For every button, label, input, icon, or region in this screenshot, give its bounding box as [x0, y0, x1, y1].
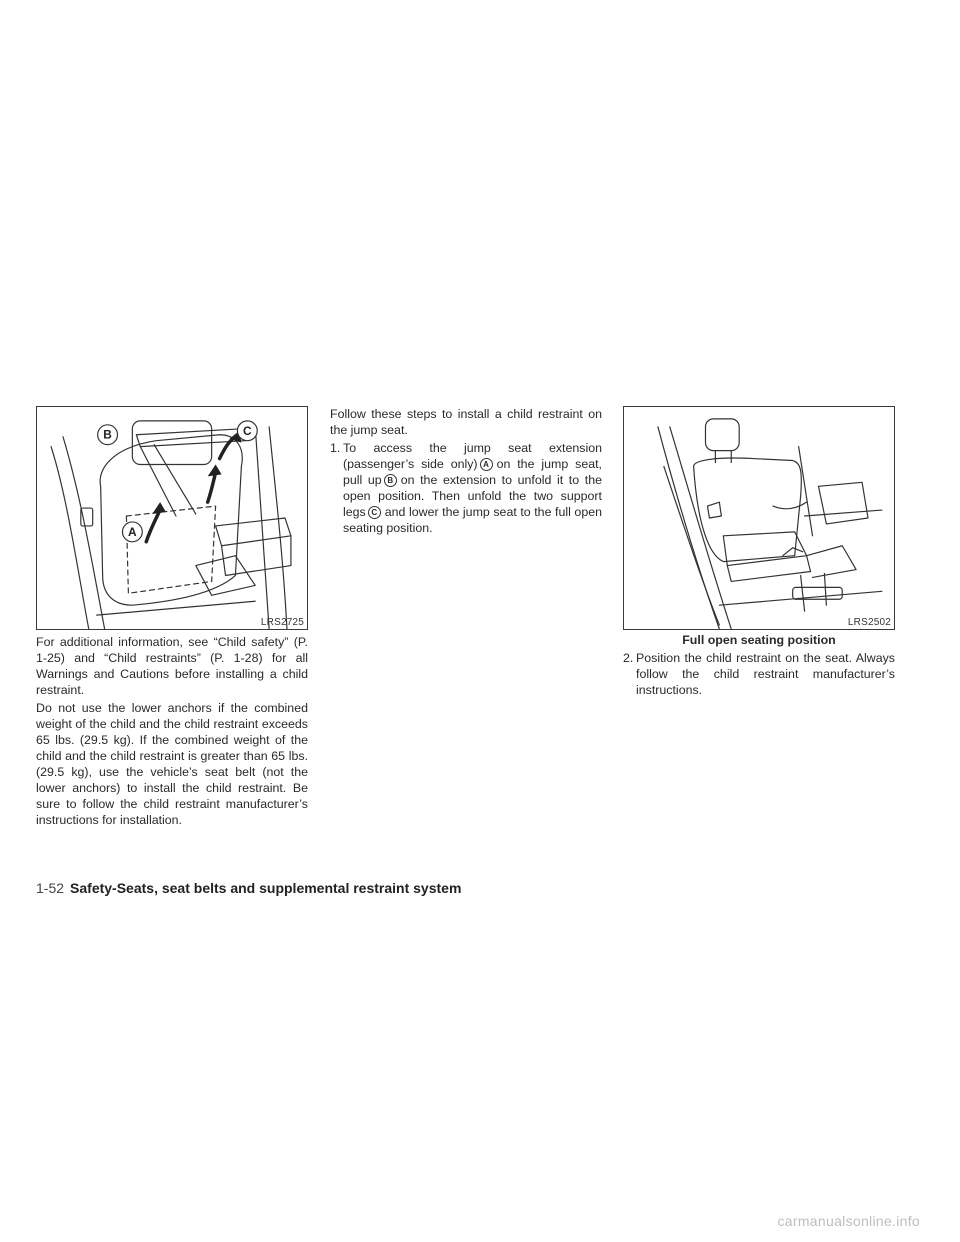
section-title: Safety-Seats, seat belts and supplemental restraint system: [70, 880, 462, 896]
step-2-text: Position the child restraint on the seat. Always follow the child restraint manufacturer’s instructions.: [636, 651, 895, 697]
lower-anchor-paragraph: Do not use the lower anchors if the combined weight of the child and the child restraint exceeds 65 lbs. (29.5 kg). If the combined weight of the child and the child restraint is greater than 65 lbs. (29.5 kg), use the vehicle’s seat belt (not the lower anchors) to install the child restraint. Be sure to follow the child restraint manufacturer’s instructions for installation.: [36, 701, 308, 827]
watermark: carmanualsonline.info: [777, 1213, 920, 1229]
step-2: [623, 650, 895, 700]
callout-c: C: [243, 423, 252, 438]
step-1: [330, 440, 602, 536]
steps-intro: Follow these steps to install a child restraint on the jump seat.: [330, 407, 602, 437]
marker-a-icon: A: [480, 458, 493, 471]
callout-b: B: [103, 427, 112, 442]
page-number: 1-52: [36, 880, 65, 896]
info-paragraph: For additional information, see “Child safety” (P. 1-25) and “Child restraints” (P. 1-28) for all Warnings and Cautions before installing a child restraint.: [36, 635, 308, 697]
figure-code: LRS2502: [847, 617, 891, 628]
figure-caption: Full open seating position: [682, 633, 836, 647]
jump-seat-extension-illustration: [37, 407, 307, 629]
marker-c-icon: C: [368, 506, 381, 519]
figure-full-open-seat: [623, 406, 895, 630]
figure-jump-seat-extension: [36, 406, 308, 630]
full-open-seat-illustration: [624, 407, 894, 629]
figure-code: LRS2725: [260, 617, 304, 628]
marker-b-icon: B: [384, 474, 397, 487]
step-1-text: To access the jump seat extension (passenger’s side only) A on the jump seat, pull up B on the extension to unfold it to the open position. Then unfold the two support legs C and lower the jump seat to the full open seating position.: [343, 441, 602, 535]
step-1-number: 1.: [330, 441, 341, 455]
page-footer: [36, 880, 461, 896]
callout-a: A: [128, 524, 137, 539]
step-2-number: 2.: [623, 651, 634, 665]
